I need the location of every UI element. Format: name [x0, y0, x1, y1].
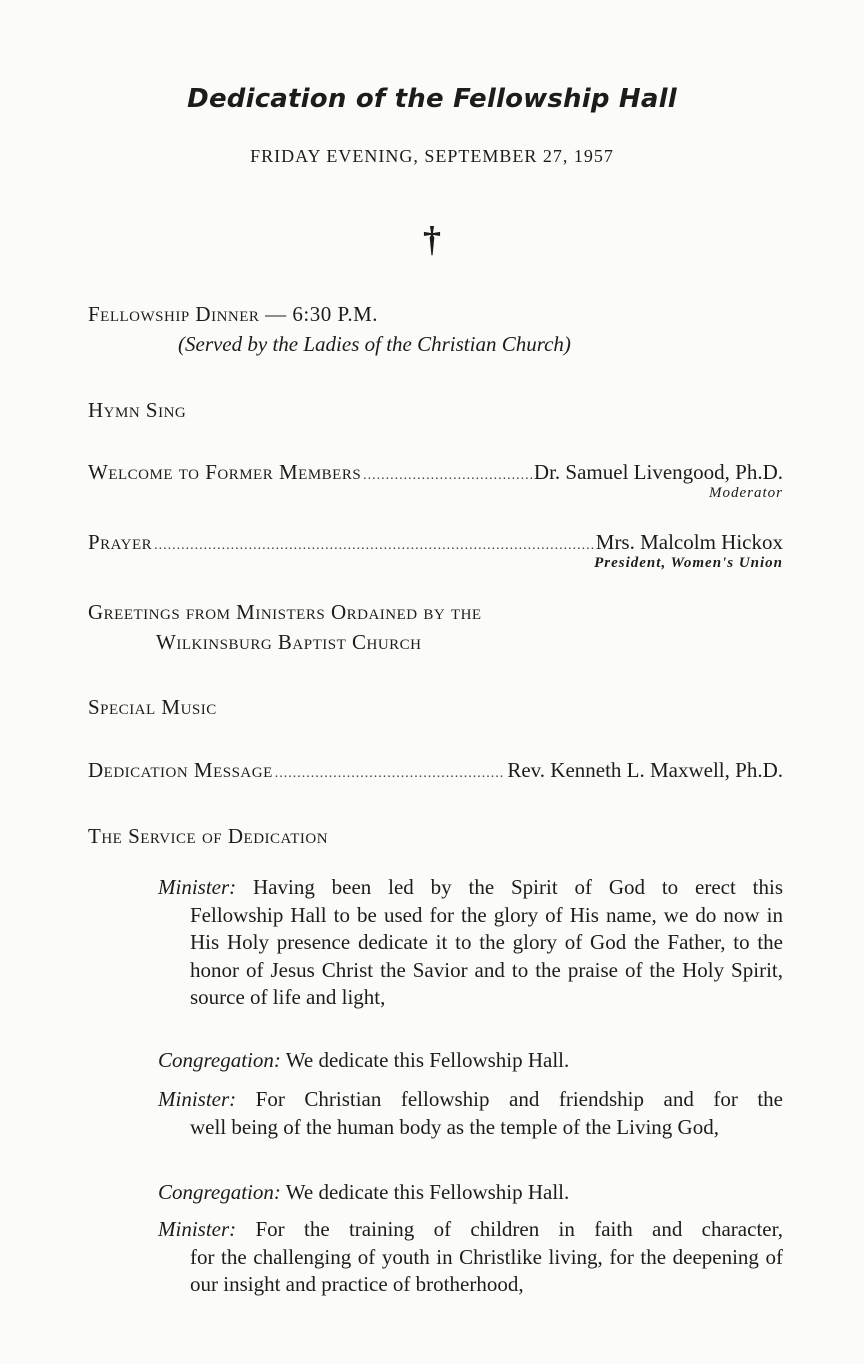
- congregation-label: Congregation:: [158, 1048, 281, 1072]
- greetings-item: Greetings from Ministers Ordained by the: [88, 600, 482, 624]
- service-heading: The Service of Dedication: [88, 824, 329, 848]
- minister-text: For the training of children in faith and character,: [255, 1217, 783, 1241]
- event-date: FRIDAY EVENING, SEPTEMBER 27, 1957: [250, 146, 614, 166]
- dinner-note: (Served by the Ladies of the Christian Church): [178, 332, 571, 356]
- minister-label: Minister:: [158, 1087, 237, 1111]
- congregation-label: Congregation:: [158, 1180, 281, 1204]
- welcome-person: Dr. Samuel Livengood, Ph.D.: [533, 460, 783, 484]
- greetings-item-cont: Wilkinsburg Baptist Church: [156, 630, 422, 654]
- congregation-text: We dedicate this Fellowship Hall.: [285, 1048, 570, 1072]
- prayer-item: [88, 530, 783, 555]
- message-person: Rev. Kenneth L. Maxwell, Ph.D.: [507, 758, 783, 782]
- congregation-response-1: [158, 1047, 783, 1075]
- congregation-response-2: [158, 1179, 783, 1207]
- cross-icon: †: [423, 219, 441, 259]
- minister-label: Minister:: [158, 875, 237, 899]
- minister-label: Minister:: [158, 1217, 237, 1241]
- prayer-role: President, Women's Union: [594, 555, 783, 571]
- page-title: Dedication of the Fellowship Hall: [187, 84, 677, 114]
- minister-text: Fellowship Hall to be used for the glory of His name, we do now in His Holy presence dedicate it to the glory of God the Father, to the honor of Jesus Christ the Savior and to the praise of the Holy Spirit, source of life and light,: [190, 902, 783, 1009]
- minister-text: for the challenging of youth in Christlike living, for the deepening of our insight and practice of brotherhood,: [190, 1244, 783, 1296]
- music-item: Special Music: [88, 695, 217, 719]
- minister-text: Having been led by the Spirit of God to erect this: [253, 875, 783, 899]
- leader-dots: [154, 538, 594, 554]
- welcome-role: Moderator: [709, 485, 783, 501]
- prayer-label: Prayer: [88, 530, 153, 554]
- welcome-item: [88, 460, 783, 485]
- minister-text: well being of the human body as the temple of the Living God,: [190, 1114, 719, 1139]
- congregation-text: We dedicate this Fellowship Hall.: [285, 1180, 570, 1204]
- minister-paragraph-1: [158, 874, 783, 1012]
- message-label: Dedication Message: [88, 758, 273, 782]
- message-item: [88, 758, 783, 783]
- leader-dots: [363, 468, 532, 484]
- prayer-person: Mrs. Malcolm Hickox: [595, 530, 783, 554]
- welcome-label: Welcome to Former Members: [88, 460, 362, 484]
- hymn-item: Hymn Sing: [88, 398, 187, 422]
- minister-text: For Christian fellowship and friendship and for the: [255, 1087, 783, 1111]
- minister-paragraph-3: [158, 1216, 783, 1299]
- dinner-item: Fellowship Dinner — 6:30 P.M.: [88, 302, 379, 326]
- leader-dots: [275, 766, 506, 782]
- minister-paragraph-2: [158, 1086, 783, 1141]
